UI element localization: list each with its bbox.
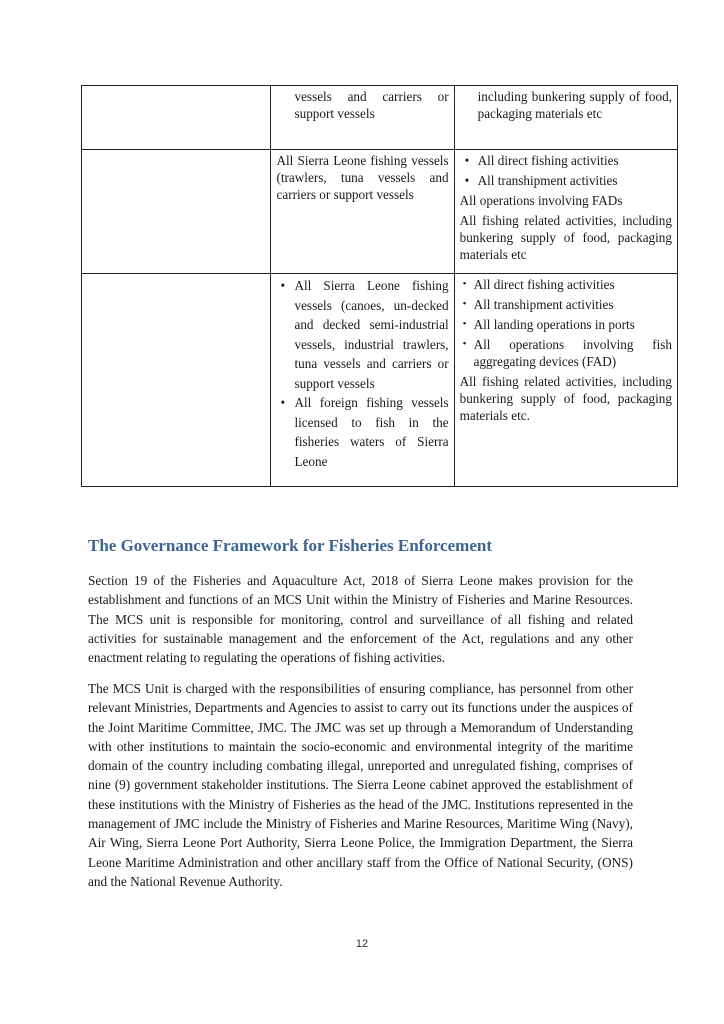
list-item: • All direct fishing activities (460, 276, 672, 293)
table-cell-category (82, 274, 271, 487)
table-row (82, 150, 678, 274)
table-cell-category (82, 150, 271, 274)
list-item: • All Sierra Leone fishing vessels (canoes, un-decked and decked semi-industrial vessels, industrial trawlers, tuna vessels and carriers or support vessels (276, 276, 448, 393)
table-cell-category (82, 86, 271, 150)
vessel-list (276, 276, 448, 471)
table-row (82, 274, 678, 487)
activity-list (460, 276, 672, 370)
cell-text: vessels and carriers or support vessels (294, 89, 449, 121)
list-item: • All direct fishing activities (460, 152, 672, 169)
section-heading: The Governance Framework for Fisheries Enforcement (88, 536, 492, 555)
fisheries-scope-table (81, 85, 678, 487)
activity-list (460, 152, 672, 189)
list-item: • All landing operations in ports (460, 316, 672, 333)
table-cell-activities (454, 150, 677, 274)
cell-text: All operations involving FADs (459, 193, 623, 208)
list-item: • All foreign fishing vessels licensed to fish in the fisheries waters of Sierra Leone (276, 393, 448, 471)
table-row (82, 86, 678, 150)
table-cell-vessels (271, 274, 454, 487)
table-cell-activities (454, 86, 677, 150)
list-item: • All operations involving fish aggregating devices (FAD) (460, 336, 672, 370)
cell-text: All fishing related activities, including bunkering supply of food, packaging materials etc (459, 213, 672, 262)
cell-text: including bunkering supply of food, packaging materials etc (477, 89, 672, 121)
page-number: 12 (355, 938, 369, 950)
list-item: • All transhipment activities (460, 172, 672, 189)
table-cell-activities (454, 274, 677, 487)
table-cell-vessels (271, 86, 454, 150)
cell-text: All fishing related activities, including bunkering supply of food, packaging materials etc. (459, 374, 672, 423)
body-paragraph: Section 19 of the Fisheries and Aquaculture Act, 2018 of Sierra Leone makes provision for the establishment and functions of an MCS Unit within the Ministry of Fisheries and Marine Resources. The MCS unit is responsible for monitoring, control and surveillance of all fishing and related activities for sustainable management and the enforcement of the Act, regulations and any other enactment relating to regulating the operations of fishing activities. (88, 573, 633, 666)
list-item: • All transhipment activities (460, 296, 672, 313)
body-paragraph: The MCS Unit is charged with the responsibilities of ensuring compliance, has personnel from other relevant Ministries, Departments and Agencies to assist to carry out its functions under the auspices of the Joint Maritime Committee, JMC. The JMC was set up through a Memorandum of Understanding with other institutions to maintain the socio-economic and environmental integrity of the maritime domain of the country including combating illegal, unreported and unregulated fishing, comprises of nine (9) government stakeholder institutions. The Sierra Leone cabinet approved the establishment of these institutions with the Ministry of Fisheries as the head of the JMC. Institutions represented in the management of JMC include the Ministry of Fisheries and Marine Resources, Maritime Wing (Navy), Air Wing, Sierra Leone Port Authority, Sierra Leone Police, the Immigration Department, the Sierra Leone Maritime Administration and other ancillary staff from the Office of National Security, (ONS) and the National Revenue Authority. (88, 681, 633, 889)
table-cell-vessels: All Sierra Leone fishing vessels (trawlers, tuna vessels and carriers or support vessels (271, 150, 454, 274)
